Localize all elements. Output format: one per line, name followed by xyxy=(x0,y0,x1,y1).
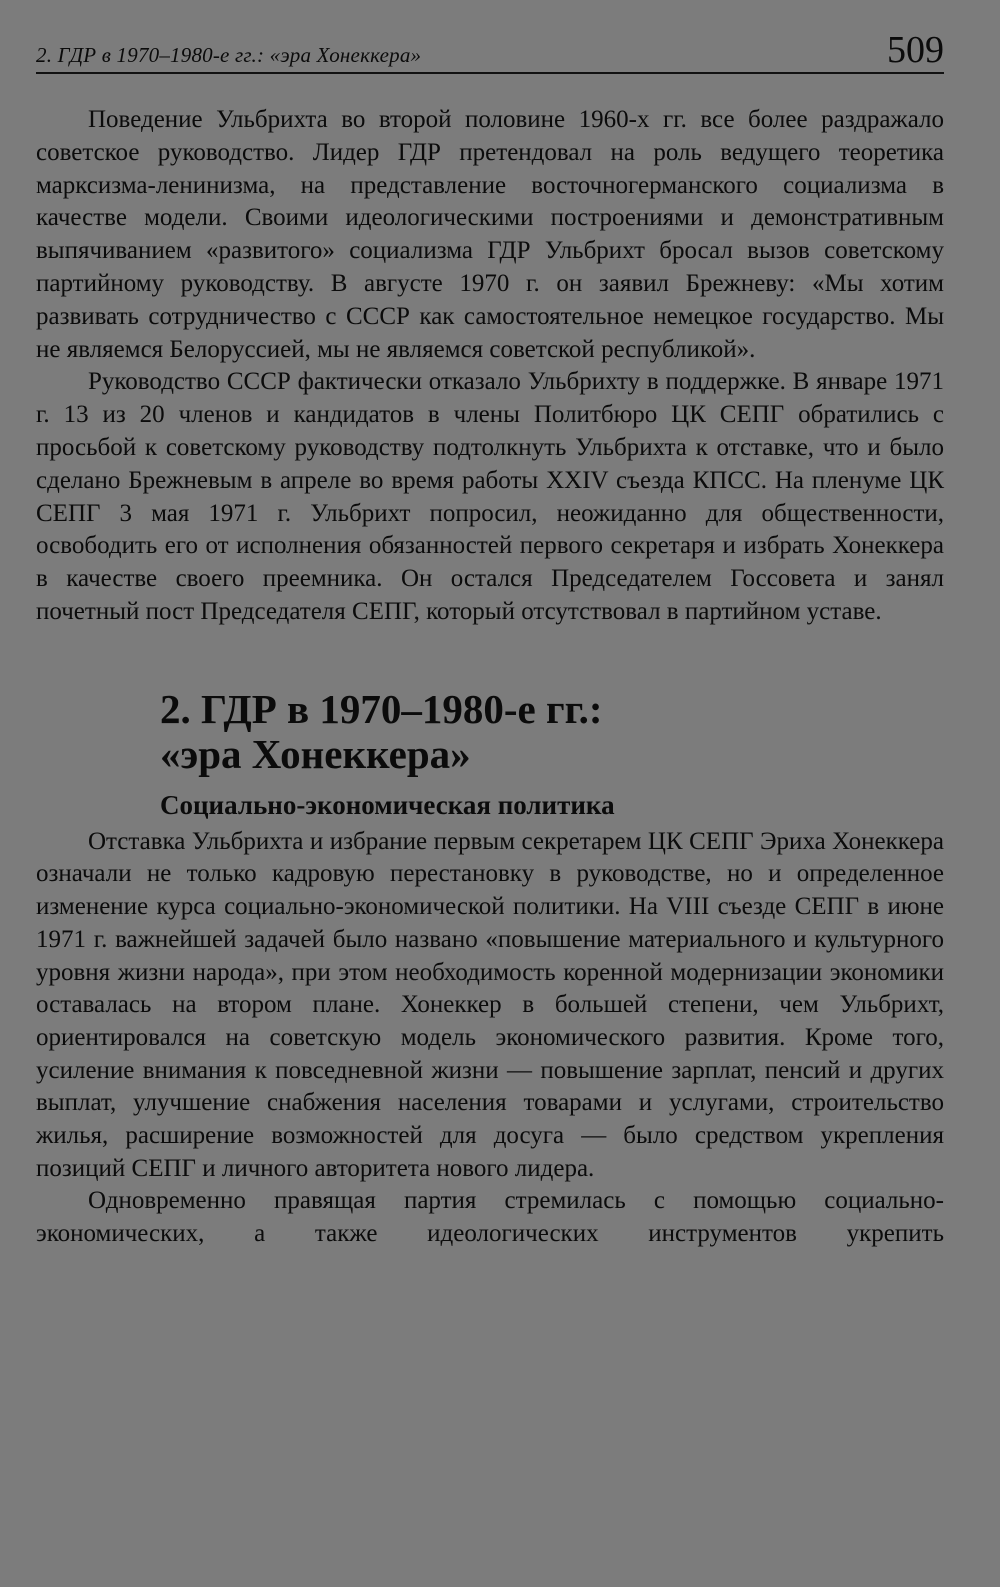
running-header xyxy=(36,22,944,74)
chapter-heading xyxy=(36,687,944,777)
paragraph: Руководство СССР фактически отказало Ульбрихту в поддержке. В январе 1971 г. 13 из 20 членов и кандидатов в члены Политбюро ЦК СЕПГ обратились с просьбой к советскому руководству подтолкнуть Ульбрихта к отставке, что и было сделано Брежневым в апреле во время работы XXIV съезда КПСС. На пленуме ЦК СЕПГ 3 мая 1971 г. Ульбрихт попросил, неожиданно для общественности, освободить его от исполнения обязанностей первого секретаря и избрать Хонеккера в качестве своего преемника. Он остался Председателем Госсовета и занял почетный пост Председателя СЕПГ, который отсутствовал в партийном уставе. xyxy=(36,368,944,625)
paragraph: Одновременно правящая партия стремилась с помощью социально-экономических, а также идеологических инструментов укрепить xyxy=(36,1187,944,1248)
body-text-bottom xyxy=(36,826,944,1251)
paragraph: Отставка Ульбрихта и избрание первым секретарем ЦК СЕПГ Эриха Хонеккера означали не только кадровую перестановку в руководстве, но и определенное изменение курса социально-экономической политики. На VIII съезде СЕПГ в июне 1971 г. важнейшей задачей было названо «повышение материального и культурного уровня жизни народа», при этом необходимость коренной модернизации экономики оставалась на втором плане. Хонеккер в большей степени, чем Ульбрихт, ориентировался на советскую модель экономического развития. Кроме того, усиление внимания к повседневной жизни — повышение зарплат, пенсий и других выплат, улучшение снабжения населения товарами и услугами, строительство жилья, расширение возможностей для досуга — было средством укрепления позиций СЕПГ и личного авторитета нового лидера. xyxy=(36,827,944,1182)
running-title: 2. ГДР в 1970–1980-е гг.: «эра Хонеккера» xyxy=(36,43,422,67)
chapter-heading-line: 2. ГДР в 1970–1980-е гг.: xyxy=(160,685,603,732)
book-page xyxy=(36,22,944,1562)
paragraph: Поведение Ульбрихта во второй половине 1960-х гг. все более раздражало советское руководство. Лидер ГДР претендовал на роль ведущего теоретика марксизма-ленинизма, на представление восточногерманского социализма в качестве модели. Своими идеологическими построениями и демонстративным выпячиванием «развитого» социализма ГДР Ульбрихт бросал вызов советскому партийному руководству. В августе 1970 г. он заявил Брежневу: «Мы хотим развивать сотрудничество с СССР как самостоятельное немецкое государство. Мы не являемся Белоруссией, мы не являемся советской республикой». xyxy=(36,106,944,363)
page-number: 509 xyxy=(887,29,944,71)
body-text-top xyxy=(36,104,944,629)
chapter-heading-line: «эра Хонеккера» xyxy=(160,730,471,777)
section-heading: Социально-экономическая политика xyxy=(160,789,615,820)
